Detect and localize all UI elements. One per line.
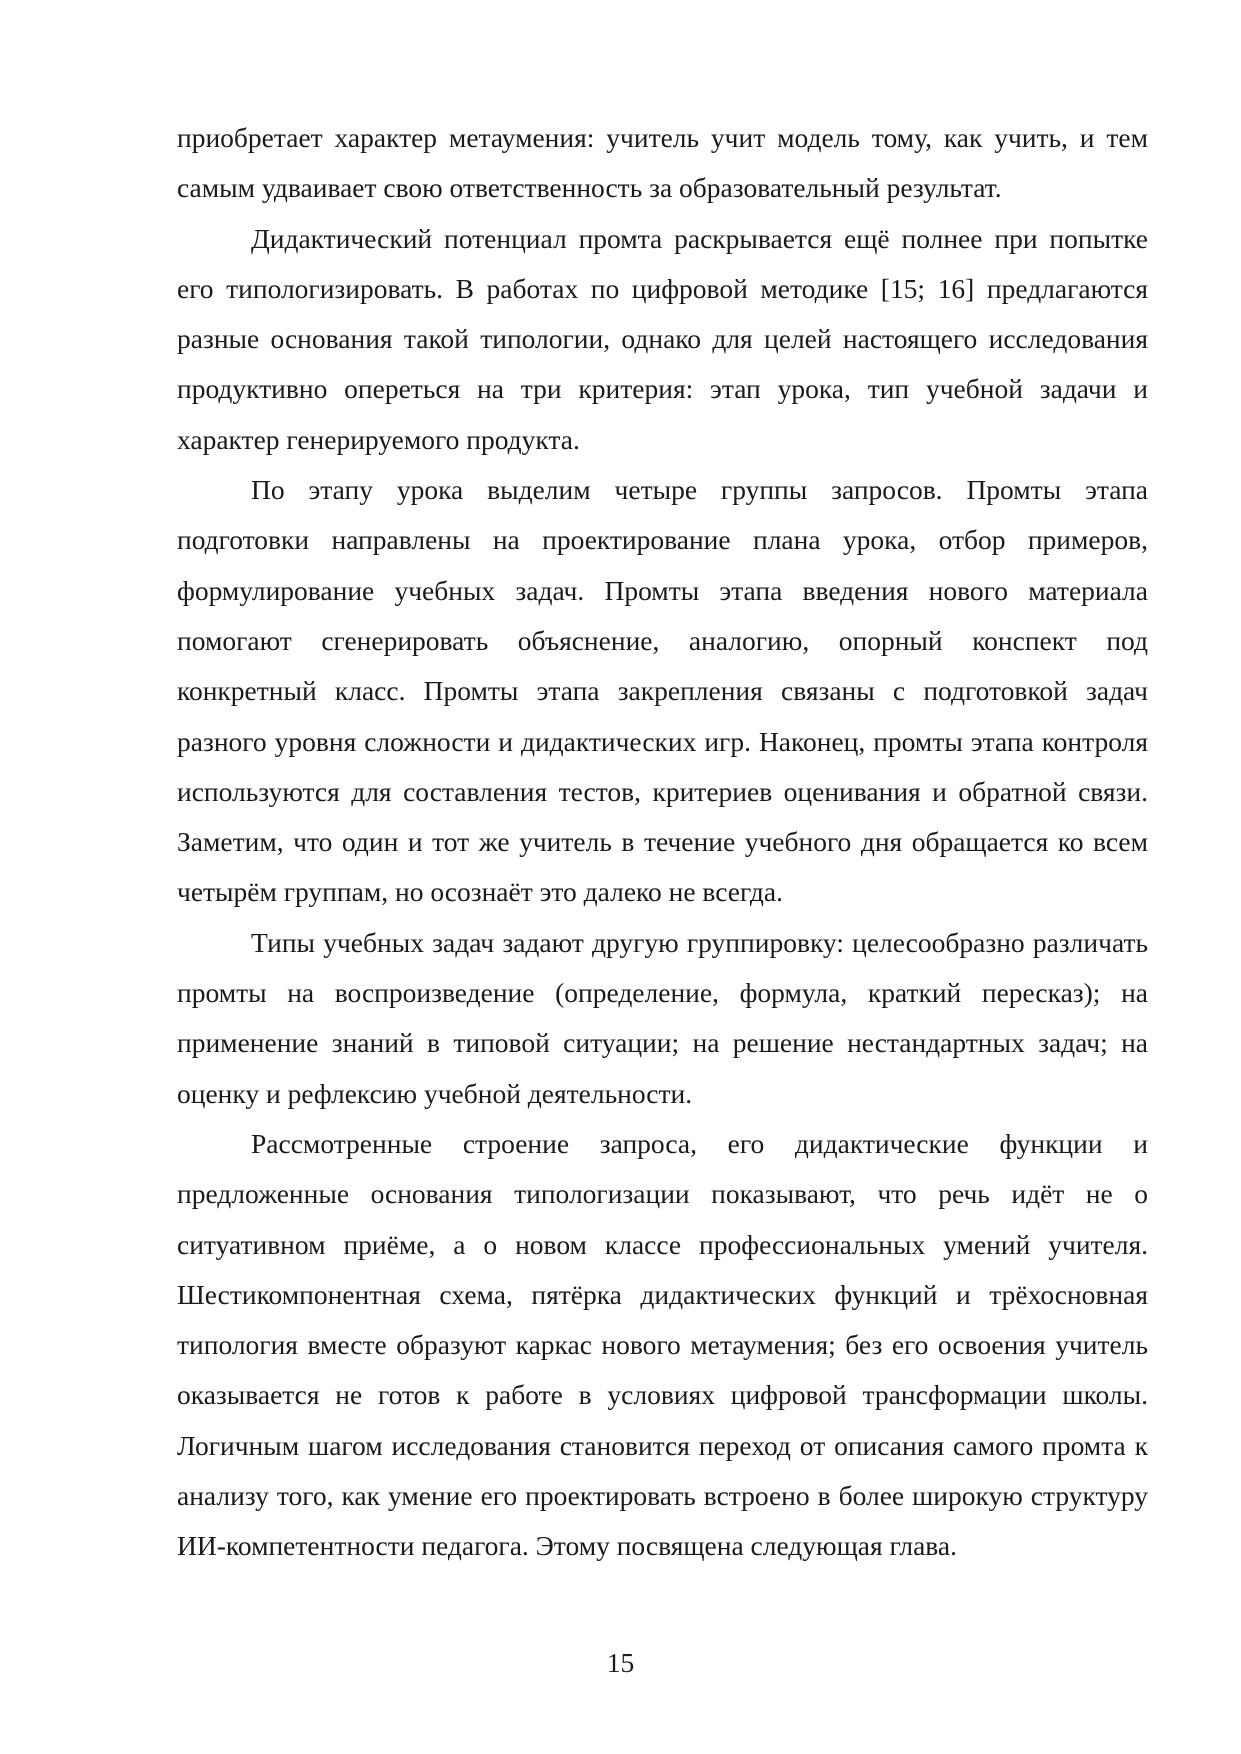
paragraph-continuation: приобретает характер метаумения: учитель учит модель тому, как учить, и тем самым удваивает свою ответственность за образовательный результат. [177, 122, 1148, 204]
page-number: 15 [606, 1647, 635, 1678]
paragraph-typology-intro: Дидактический потенциал промта раскрывается ещё полнее при попытке его типологизировать. В работах по цифровой методике [15; 16] предлагаются разные основания такой типологии, однако для целей настоящего исследования продуктивно опереться на три критерия: этап урока, тип учебной задачи и характер генерируемого продукта. [177, 222, 1148, 455]
body-text [177, 113, 1148, 1572]
paragraph-conclusion: Рассмотренные строение запроса, его дидактические функции и предложенные основания типологизации показывают, что речь идёт не о ситуативном приёме, а о новом классе профессиональных умений учителя. Шестикомпонентная схема, пятёрка дидактических функций и трёхосновная типология вместе образуют каркас нового метаумения; без его освоения учитель оказывается не готов к работе в условиях цифровой трансформации школы. Логичным шагом исследования становится переход от описания самого промта к анализу того, как умение его проектировать встроено в более широкую структуру ИИ-компетентности педагога. Этому посвящена следующая глава. [177, 1127, 1148, 1562]
paragraph-task-types: Типы учебных задач задают другую группировку: целесообразно различать промты на воспроизведение (определение, формула, краткий пересказ); на применение знаний в типовой ситуации; на решение нестандартных задач; на оценку и рефлексию учебной деятельности. [177, 926, 1148, 1109]
paragraph-lesson-stages: По этапу урока выделим четыре группы запросов. Промты этапа подготовки направлены на проектирование плана урока, отбор примеров, формулирование учебных задач. Промты этапа введения нового материала помогают сгенерировать объяснение, аналогию, опорный конспект под конкретный класс. Промты этапа закрепления связаны с подготовкой задач разного уровня сложности и дидактических игр. Наконец, промты этапа контроля используются для составления тестов, критериев оценивания и обратной связи. Заметим, что один и тот же учитель в течение учебного дня обращается ко всем четырём группам, но осознаёт это далеко не всегда. [177, 474, 1148, 908]
